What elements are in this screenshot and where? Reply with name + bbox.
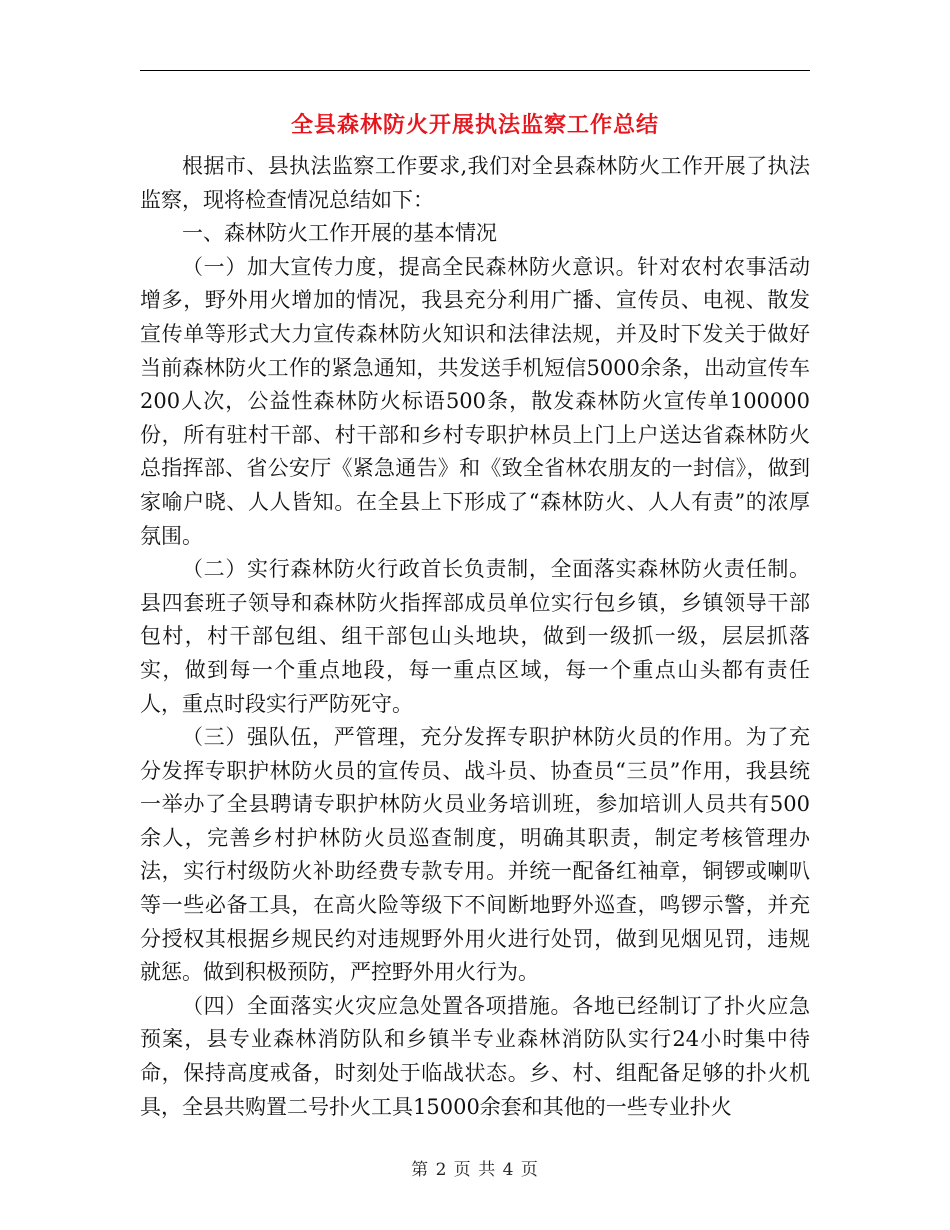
document-title: 全县森林防火开展执法监察工作总结 — [290, 113, 659, 138]
document-body — [140, 150, 810, 1124]
paragraph-intro: 根据市、县执法监察工作要求,我们对全县森林防火工作开展了执法监察，现将检查情况总结如下： — [140, 154, 810, 212]
section-heading-basic-situation: 一、森林防火工作开展的基本情况 — [182, 221, 497, 246]
paragraph-ranger-team: （三）强队伍，严管理，充分发挥专职护林防火员的作用。为了充分发挥专职护林防火员的宣传员、战斗员、协查员“三员”作用，我县统一举办了全县聘请专职护林防火员业务培训班，参加培训人员共有500余人，完善乡村护林防火员巡查制度，明确其职责，制定考核管理办法，实行村级防火补助经费专款专用。并统一配备红袖章，铜锣或喇叭等一些必备工具，在高火险等级下不间断地野外巡查，鸣锣示警，并充分授权其根据乡规民约对违规野外用火进行处罚，做到见烟见罚，违规就惩。做到积极预防，严控野外用火行为。 — [140, 725, 810, 985]
paragraph-responsibility: （二）实行森林防火行政首长负责制，全面落实森林防火责任制。县四套班子领导和森林防火指挥部成员单位实行包乡镇，乡镇领导干部包村，村干部包组、组干部包山头地块，做到一级抓一级，层层抓落实，做到每一个重点地段，每一重点区域，每一个重点山头都有责任人，重点时段实行严防死守。 — [140, 557, 810, 716]
header-rule — [140, 70, 810, 71]
page-number: 第 2 页 共 4 页 — [411, 1160, 539, 1180]
paragraph-publicity: （一）加大宣传力度，提高全民森林防火意识。针对农村农事活动增多，野外用火增加的情况，我县充分利用广播、宣传员、电视、散发宣传单等形式大力宣传森林防火知识和法律法规，并及时下发关于做好当前森林防火工作的紧急通知，共发送手机短信5000余条，出动宣传车200人次，公益性森林防火标语500条，散发森林防火宣传单100000份，所有驻村干部、村干部和乡村专职护林员上门上户送达省森林防火总指挥部、省公安厅《紧急通告》和《致全省林农朋友的一封信》，做到家喻户晓、人人皆知。在全县上下形成了“森林防火、人人有责”的浓厚氛围。 — [140, 254, 810, 548]
paragraph-emergency-response: （四）全面落实火灾应急处置各项措施。各地已经制订了扑火应急预案，县专业森林消防队和乡镇半专业森林消防队实行24小时集中待命，保持高度戒备，时刻处于临战状态。乡、村、组配备足够的扑火机具，全县共购置二号扑火工具15000余套和其他的一些专业扑火 — [140, 993, 810, 1119]
